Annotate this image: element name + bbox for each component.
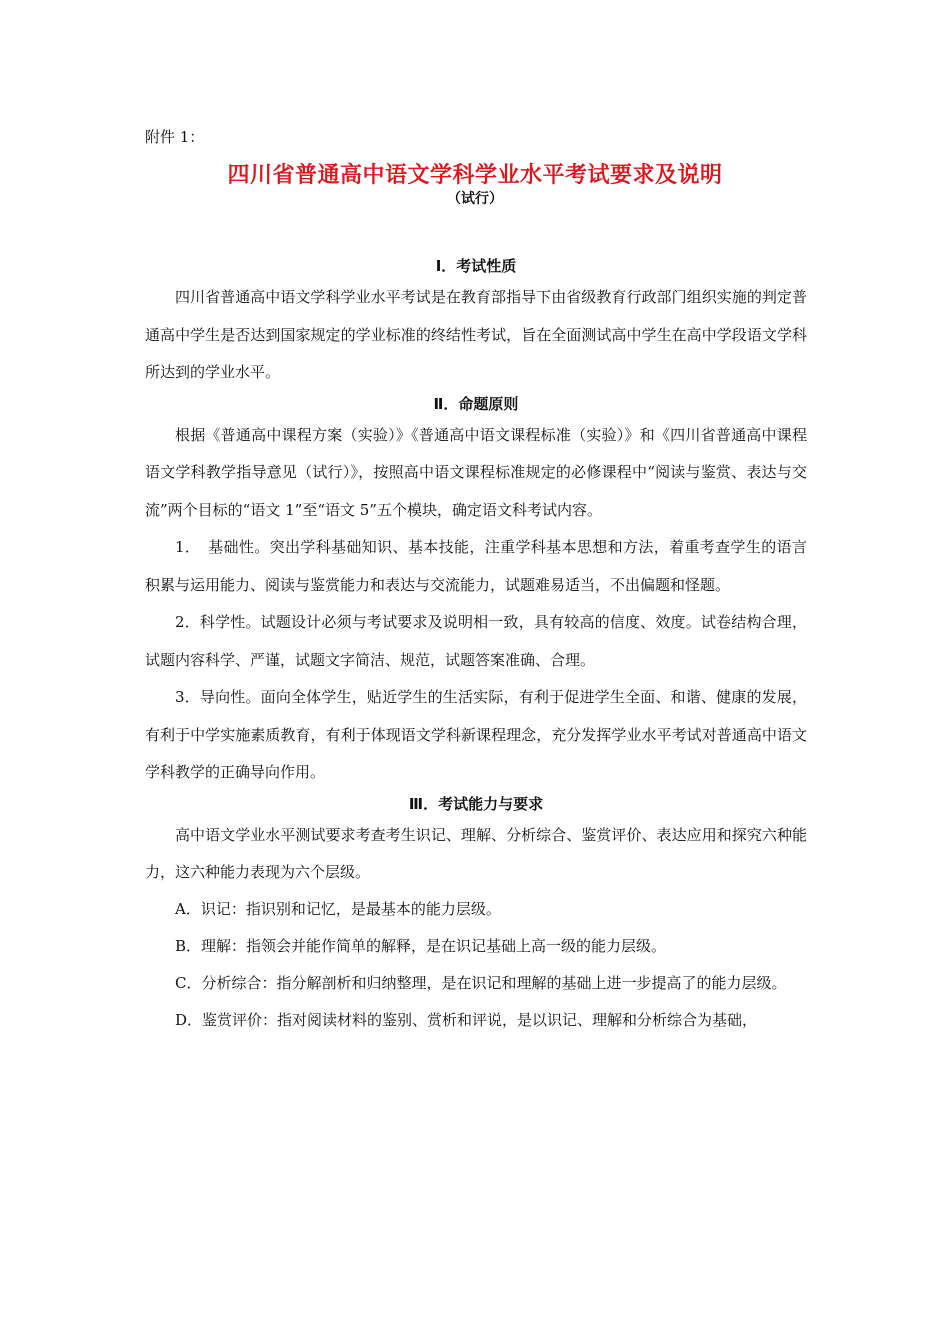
attachment-label: 附件 1：	[145, 128, 205, 146]
paragraph: B．理解：指领会并能作简单的解释，是在识记基础上高一级的能力层级。	[175, 936, 667, 955]
paragraph: A．识记：指识别和记忆，是最基本的能力层级。	[175, 899, 501, 918]
section-heading: Ⅱ．命题原则	[433, 394, 519, 413]
section-abilities	[145, 792, 807, 1039]
section-heading: Ⅲ．考试能力与要求	[408, 794, 544, 813]
paragraph: 2．科学性。试题设计必须与考试要求及说明相一致，具有较高的信度、效度。试卷结构合理，试题内容科学、严谨，试题文字简洁、规范，试题答案准确、合理。	[145, 613, 807, 669]
paragraph: C．分析综合：指分解剖析和归纳整理，是在识记和理解的基础上进一步提高了的能力层级。	[175, 973, 787, 992]
paragraph: D．鉴赏评价：指对阅读材料的鉴别、赏析和评说，是以识记、理解和分析综合为基础，	[175, 1010, 758, 1029]
paragraph: 根据《普通高中课程方案（实验）》《普通高中语文课程标准（实验）》和《四川省普通高中课程语文学科教学指导意见（试行）》，按照高中语文课程标准规定的必修课程中“阅读与鉴赏、表达与交流”两个目标的“语文 1”至“语文 5”五个模块，确定语文科考试内容。	[145, 425, 807, 519]
paragraph: 高中语文学业水平测试要求考查考生识记、理解、分析综合、鉴赏评价、表达应用和探究六种能力，这六种能力表现为六个层级。	[145, 825, 807, 881]
section-heading: Ⅰ．考试性质	[435, 257, 517, 275]
paragraph: 四川省普通高中语文学科学业水平考试是在教育部指导下由省级教育行政部门组织实施的判定普通高中学生是否达到国家规定的学业标准的终结性考试，旨在全面测试高中学生在高中学段语文学科所达到的学业水平。	[145, 288, 807, 381]
document-title: 四川省普通高中语文学科学业水平考试要求及说明	[227, 163, 723, 188]
section-exam-nature	[145, 254, 807, 392]
paragraph: 1． 基础性。突出学科基础知识、基本技能，注重学科基本思想和方法，着重考查学生的语言积累与运用能力、阅读与鉴赏能力和表达与交流能力，试题难易适当，不出偏题和怪题。	[145, 538, 807, 594]
paragraph: 3．导向性。面向全体学生，贴近学生的生活实际，有利于促进学生全面、和谐、健康的发展，有利于中学实施素质教育，有利于体现语文学科新课程理念，充分发挥学业水平考试对普通高中语文学科教学的正确导向作用。	[145, 688, 807, 781]
document-subtitle: （试行）	[447, 191, 503, 207]
section-principles	[145, 392, 807, 792]
document-body	[145, 254, 807, 1039]
